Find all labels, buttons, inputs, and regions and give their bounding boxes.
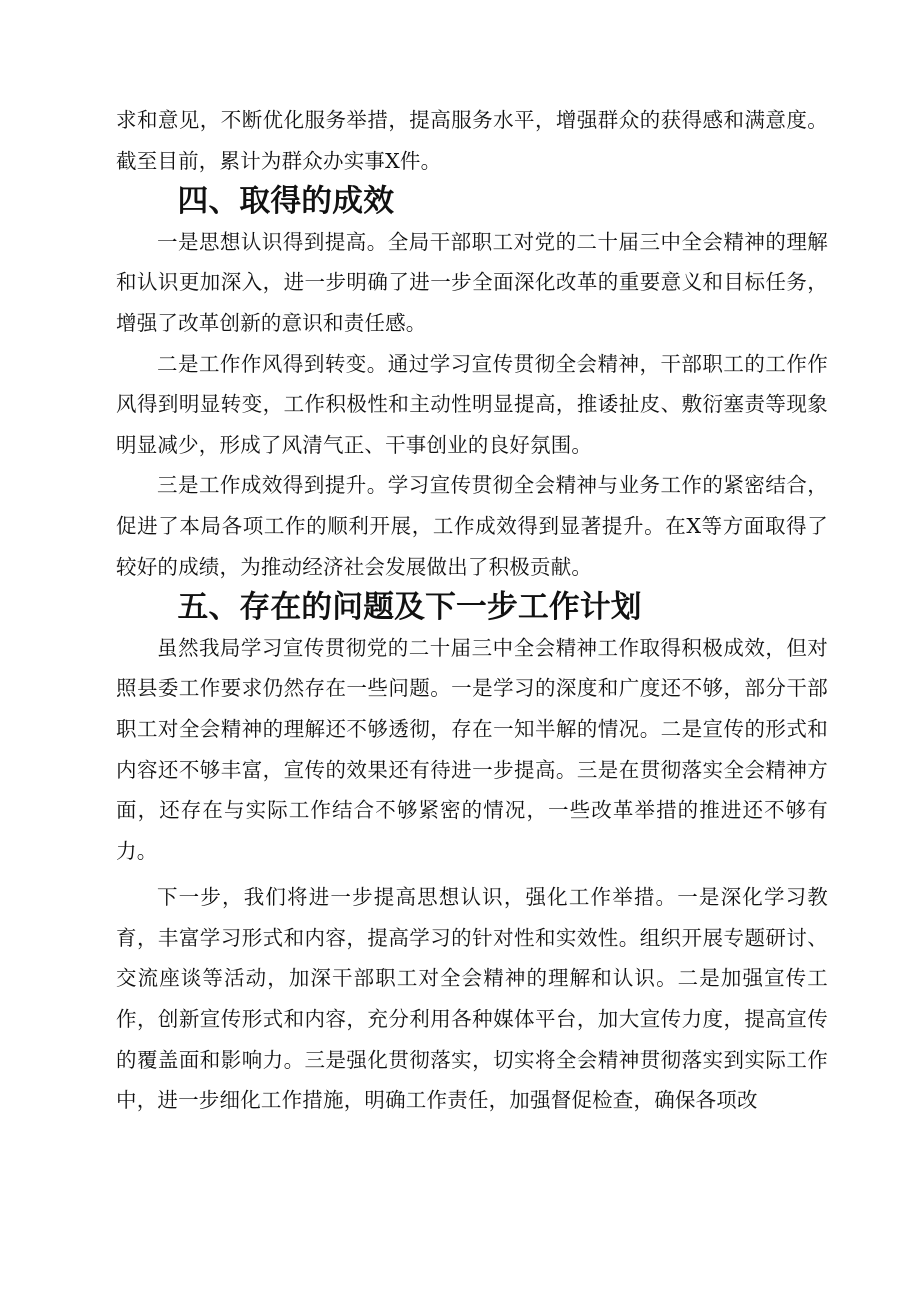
- paragraph-results: 三是工作成效得到提升。学习宣传贯彻全会精神与业务工作的紧密结合，促进了本局各项工作的顺利开展，工作成效得到显著提升。在X等方面取得了较好的成绩，为推动经济社会发展做出了积极贡献。: [116, 473, 828, 579]
- section-heading-problems-plan: 五、存在的问题及下一步工作计划: [177, 589, 642, 626]
- paragraph-problems: 虽然我局学习宣传贯彻党的二十届三中全会精神工作取得积极成效，但对照县委工作要求仍然存在一些问题。一是学习的深度和广度还不够，部分干部职工对全会精神的理解还不够透彻，存在一知半解的情况。二是宣传的形式和内容还不够丰富，宣传的效果还有待进一步提高。三是在贯彻落实全会精神方面，还存在与实际工作结合不够紧密的情况，一些改革举措的推进还不够有力。: [116, 635, 828, 863]
- paragraph-work-style: 二是工作作风得到转变。通过学习宣传贯彻全会精神，干部职工的工作作风得到明显转变，工作积极性和主动性明显提高，推诿扯皮、敷衍塞责等现象明显减少，形成了风清气正、干事创业的良好氛围。: [116, 351, 828, 457]
- paragraph-continued: 求和意见，不断优化服务举措，提高服务水平，增强群众的获得感和满意度。截至目前，累计为群众办实事X件。: [116, 108, 828, 173]
- document-body: [116, 100, 828, 1121]
- section-heading-achievements: 四、取得的成效: [177, 183, 395, 220]
- paragraph-next-steps: 下一步，我们将进一步提高思想认识，强化工作举措。一是深化学习教育，丰富学习形式和内容，提高学习的针对性和实效性。组织开展专题研讨、交流座谈等活动，加深干部职工对全会精神的理解和认识。二是加强宣传工作，创新宣传形式和内容，充分利用各种媒体平台，加大宣传力度，提高宣传的覆盖面和影响力。三是强化贯彻落实，切实将全会精神贯彻落实到实际工作中，进一步细化工作措施，明确工作责任，加强督促检查，确保各项改: [116, 885, 828, 1113]
- paragraph-ideology: 一是思想认识得到提高。全局干部职工对党的二十届三中全会精神的理解和认识更加深入，进一步明确了进一步全面深化改革的重要意义和目标任务，增强了改革创新的意识和责任感。: [116, 229, 828, 335]
